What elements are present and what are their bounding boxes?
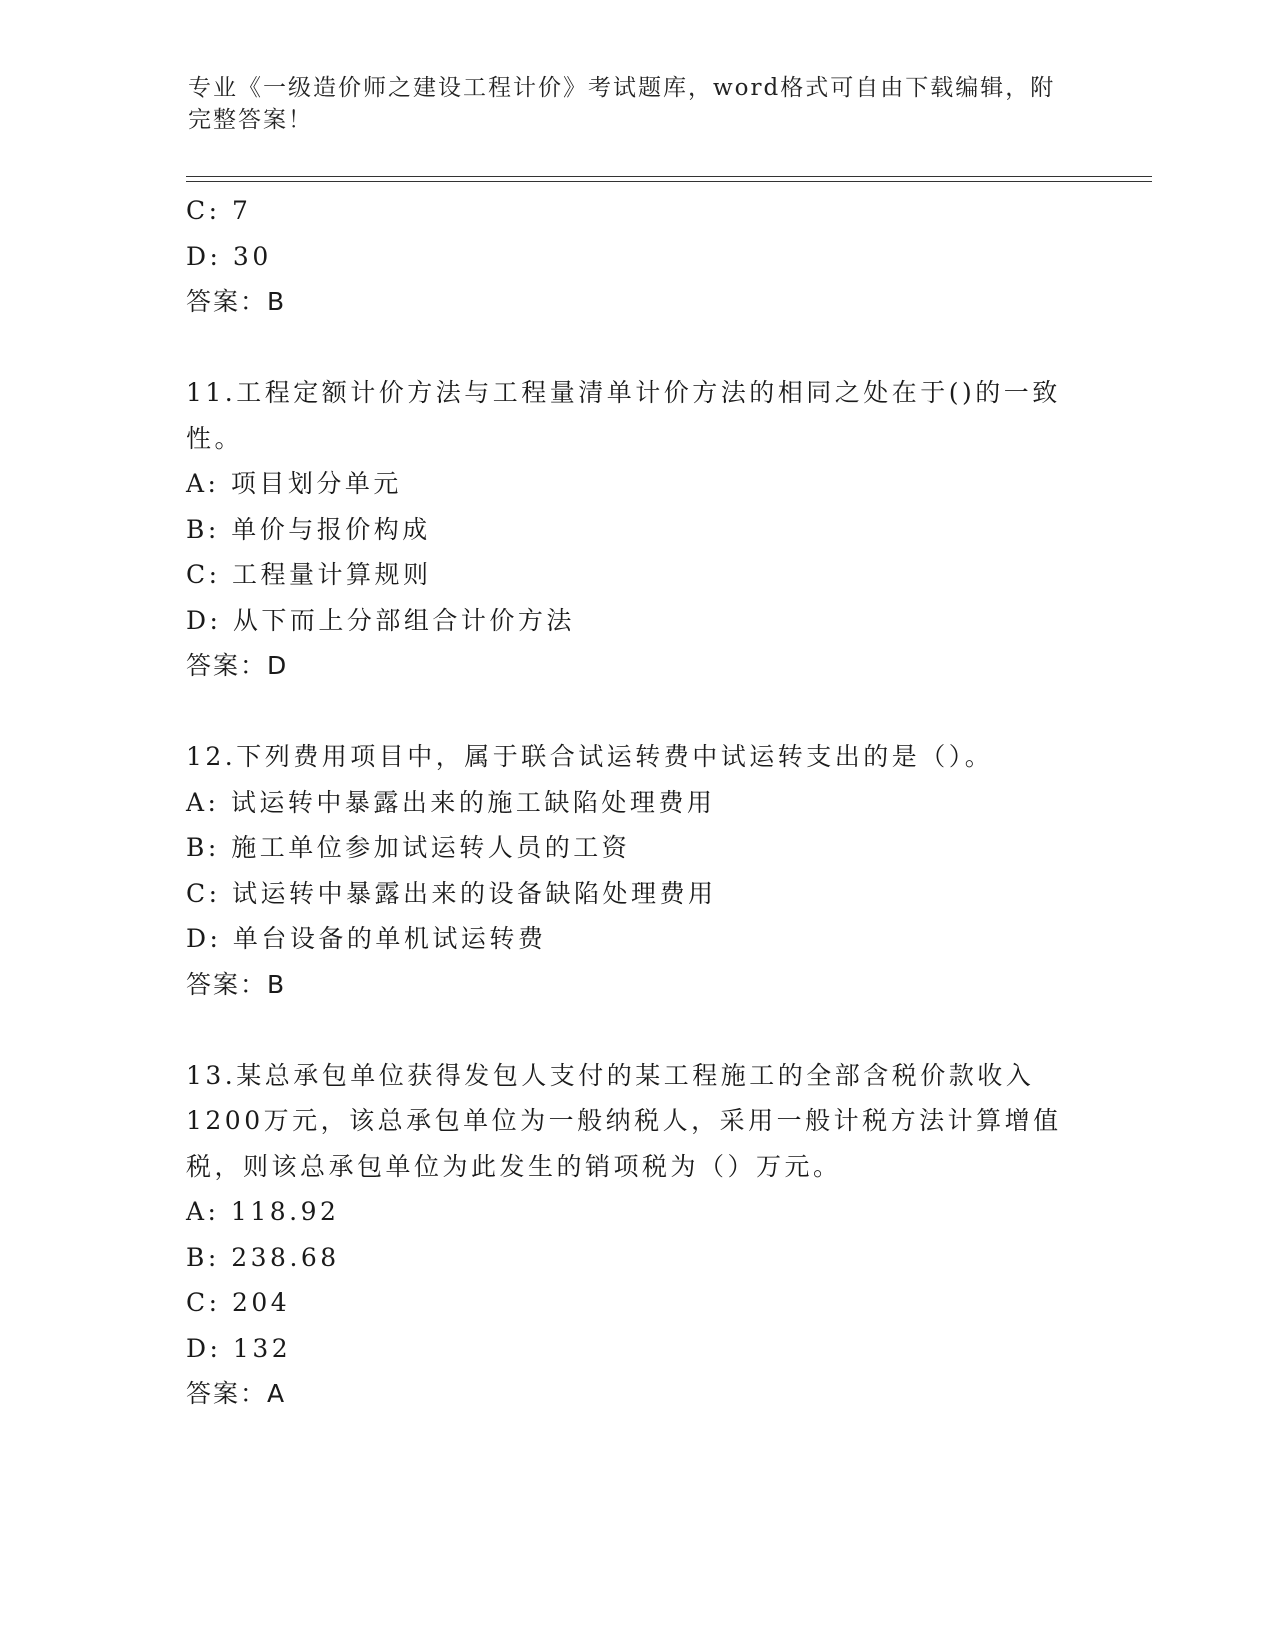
question-10-continuation [186,188,1086,325]
option-c: C: 工程量计算规则 [186,560,432,589]
spacer [186,325,1086,371]
question-text: 12.下列费用项目中，属于联合试运转费中试运转支出的是（）。 [186,742,994,771]
option-c: C: 试运转中暴露出来的设备缺陷处理费用 [186,878,717,908]
option-d: D: 单台设备的单机试运转费 [186,924,547,953]
option-c: C: 7 [186,196,252,225]
option-a: A: 试运转中暴露出来的施工缺陷处理费用 [186,787,716,817]
option-b: B: 单价与报价构成 [186,514,431,544]
question-13 [186,1053,1086,1417]
answer-line: 答案：B [186,287,287,316]
option-d: D: 30 [186,241,272,271]
option-d: D: 从下而上分部组合计价方法 [186,605,575,635]
option-b: B: 238.68 [186,1242,340,1272]
option-d: D: 132 [186,1333,292,1363]
option-c: C: 204 [186,1288,291,1317]
document-header: 专业《一级造价师之建设工程计价》考试题库，word格式可自由下载编辑，附完整答案！ [188,75,1056,133]
option-a: A: 项目划分单元 [186,469,402,498]
header-rule-top [186,176,1152,177]
answer-line: 答案：B [186,969,287,999]
header-rule-bottom [186,181,1152,182]
question-12 [186,734,1086,1007]
question-text: 11.工程定额计价方法与工程量清单计价方法的相同之处在于()的一致性。 [186,378,1061,453]
answer-line: 答案：D [186,651,289,680]
option-b: B: 施工单位参加试运转人员的工资 [186,833,631,862]
spacer [186,1007,1086,1053]
question-text: 13.某总承包单位获得发包人支付的某工程施工的全部含税价款收入1200万元，该总承包单位为一般纳税人，采用一般计税方法计算增值税，则该总承包单位为此发生的销项税为（）万元。 [186,1060,1062,1181]
spacer [186,689,1086,735]
option-a: A: 118.92 [186,1197,340,1226]
question-list [186,188,1086,1417]
question-11 [186,370,1086,689]
answer-line: 答案：A [186,1379,287,1408]
